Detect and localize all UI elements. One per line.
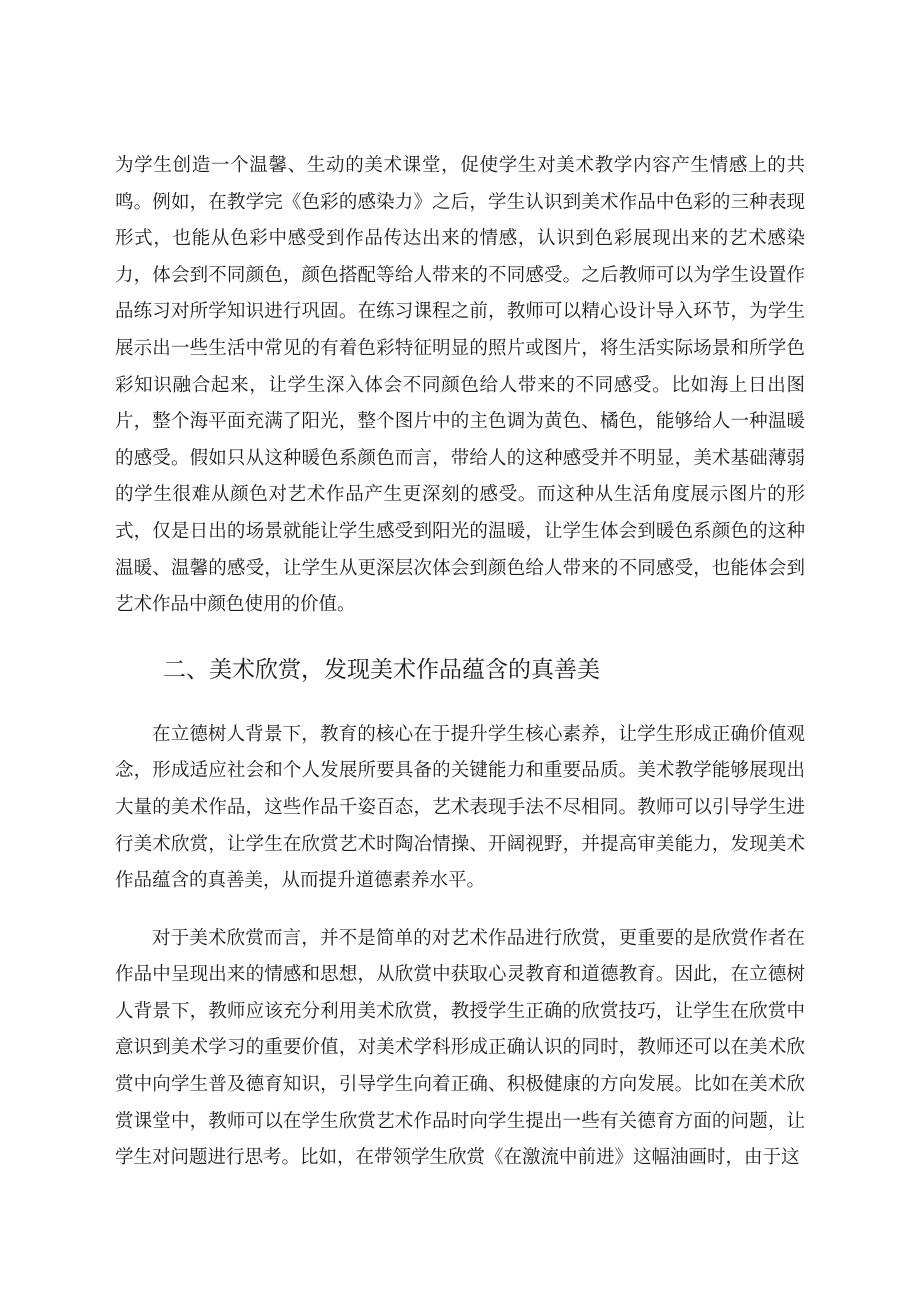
paragraph-art-appreciation-detail: 对于美术欣赏而言，并不是简单的对艺术作品进行欣赏，更重要的是欣赏作者在作品中呈现出来的情感和思想，从欣赏中获取心灵教育和道德教育。因此，在立德树人背景下，教师应该充分利用美术欣赏，教授学生正确的欣赏技巧，让学生在欣赏中意识到美术学习的重要价值，对美术学科形成正确认识的同时，教师还可以在美术欣赏中向学生普及德育知识，引导学生向着正确、积极健康的方向发展。比如在美术欣赏课堂中，教师可以在学生欣赏艺术作品时向学生提出一些有关德育方面的问题，让学生对问题进行思考。比如，在带领学生欣赏《在激流中前进》这幅油画时，由于这 bbox=[115, 927, 805, 1169]
paragraph-gap bbox=[115, 900, 805, 921]
section-heading: 二、美术欣赏，发现美术作品蕴含的真善美 bbox=[163, 656, 600, 683]
document-page bbox=[115, 148, 805, 1177]
paragraph-continuation: 为学生创造一个温馨、生动的美术课堂，促使学生对美术教学内容产生情感上的共鸣。例如，在教学完《色彩的感染力》之后，学生认识到美术作品中色彩的三种表现形式，也能从色彩中感受到作品传达出来的情感，认识到色彩展现出来的艺术感染力，体会到不同颜色，颜色搭配等给人带来的不同感受。之后教师可以为学生设置作品练习对所学知识进行巩固。在练习课程之前，教师可以精心设计导入环节，为学生展示出一些生活中常见的有着色彩特征明显的照片或图片，将生活实际场景和所学色彩知识融合起来，让学生深入体会不同颜色给人带来的不同感受。比如海上日出图片，整个海平面充满了阳光，整个图片中的主色调为黄色、橘色，能够给人一种温暖的感受。假如只从这种暖色系颜色而言，带给人的这种感受并不明显，美术基础薄弱的学生很难从颜色对艺术作品产生更深刻的感受。而这种从生活角度展示图片的形式，仅是日出的场景就能让学生感受到阳光的温暖，让学生体会到暖色系颜色的这种温暖、温馨的感受，让学生从更深层次体会到颜色给人带来的不同感受，也能体会到艺术作品中颜色使用的价值。 bbox=[115, 155, 805, 616]
paragraph-art-appreciation-intro: 在立德树人背景下，教育的核心在于提升学生核心素养，让学生形成正确价值观念，形成适应社会和个人发展所要具备的关键能力和重要品质。美术教学能够展现出大量的美术作品，这些作品千姿百态，艺术表现手法不尽相同。教师可以引导学生进行美术欣赏，让学生在欣赏艺术时陶冶情操、开阔视野，并提高审美能力，发现美术作品蕴含的真善美，从而提升道德素养水平。 bbox=[115, 723, 805, 892]
